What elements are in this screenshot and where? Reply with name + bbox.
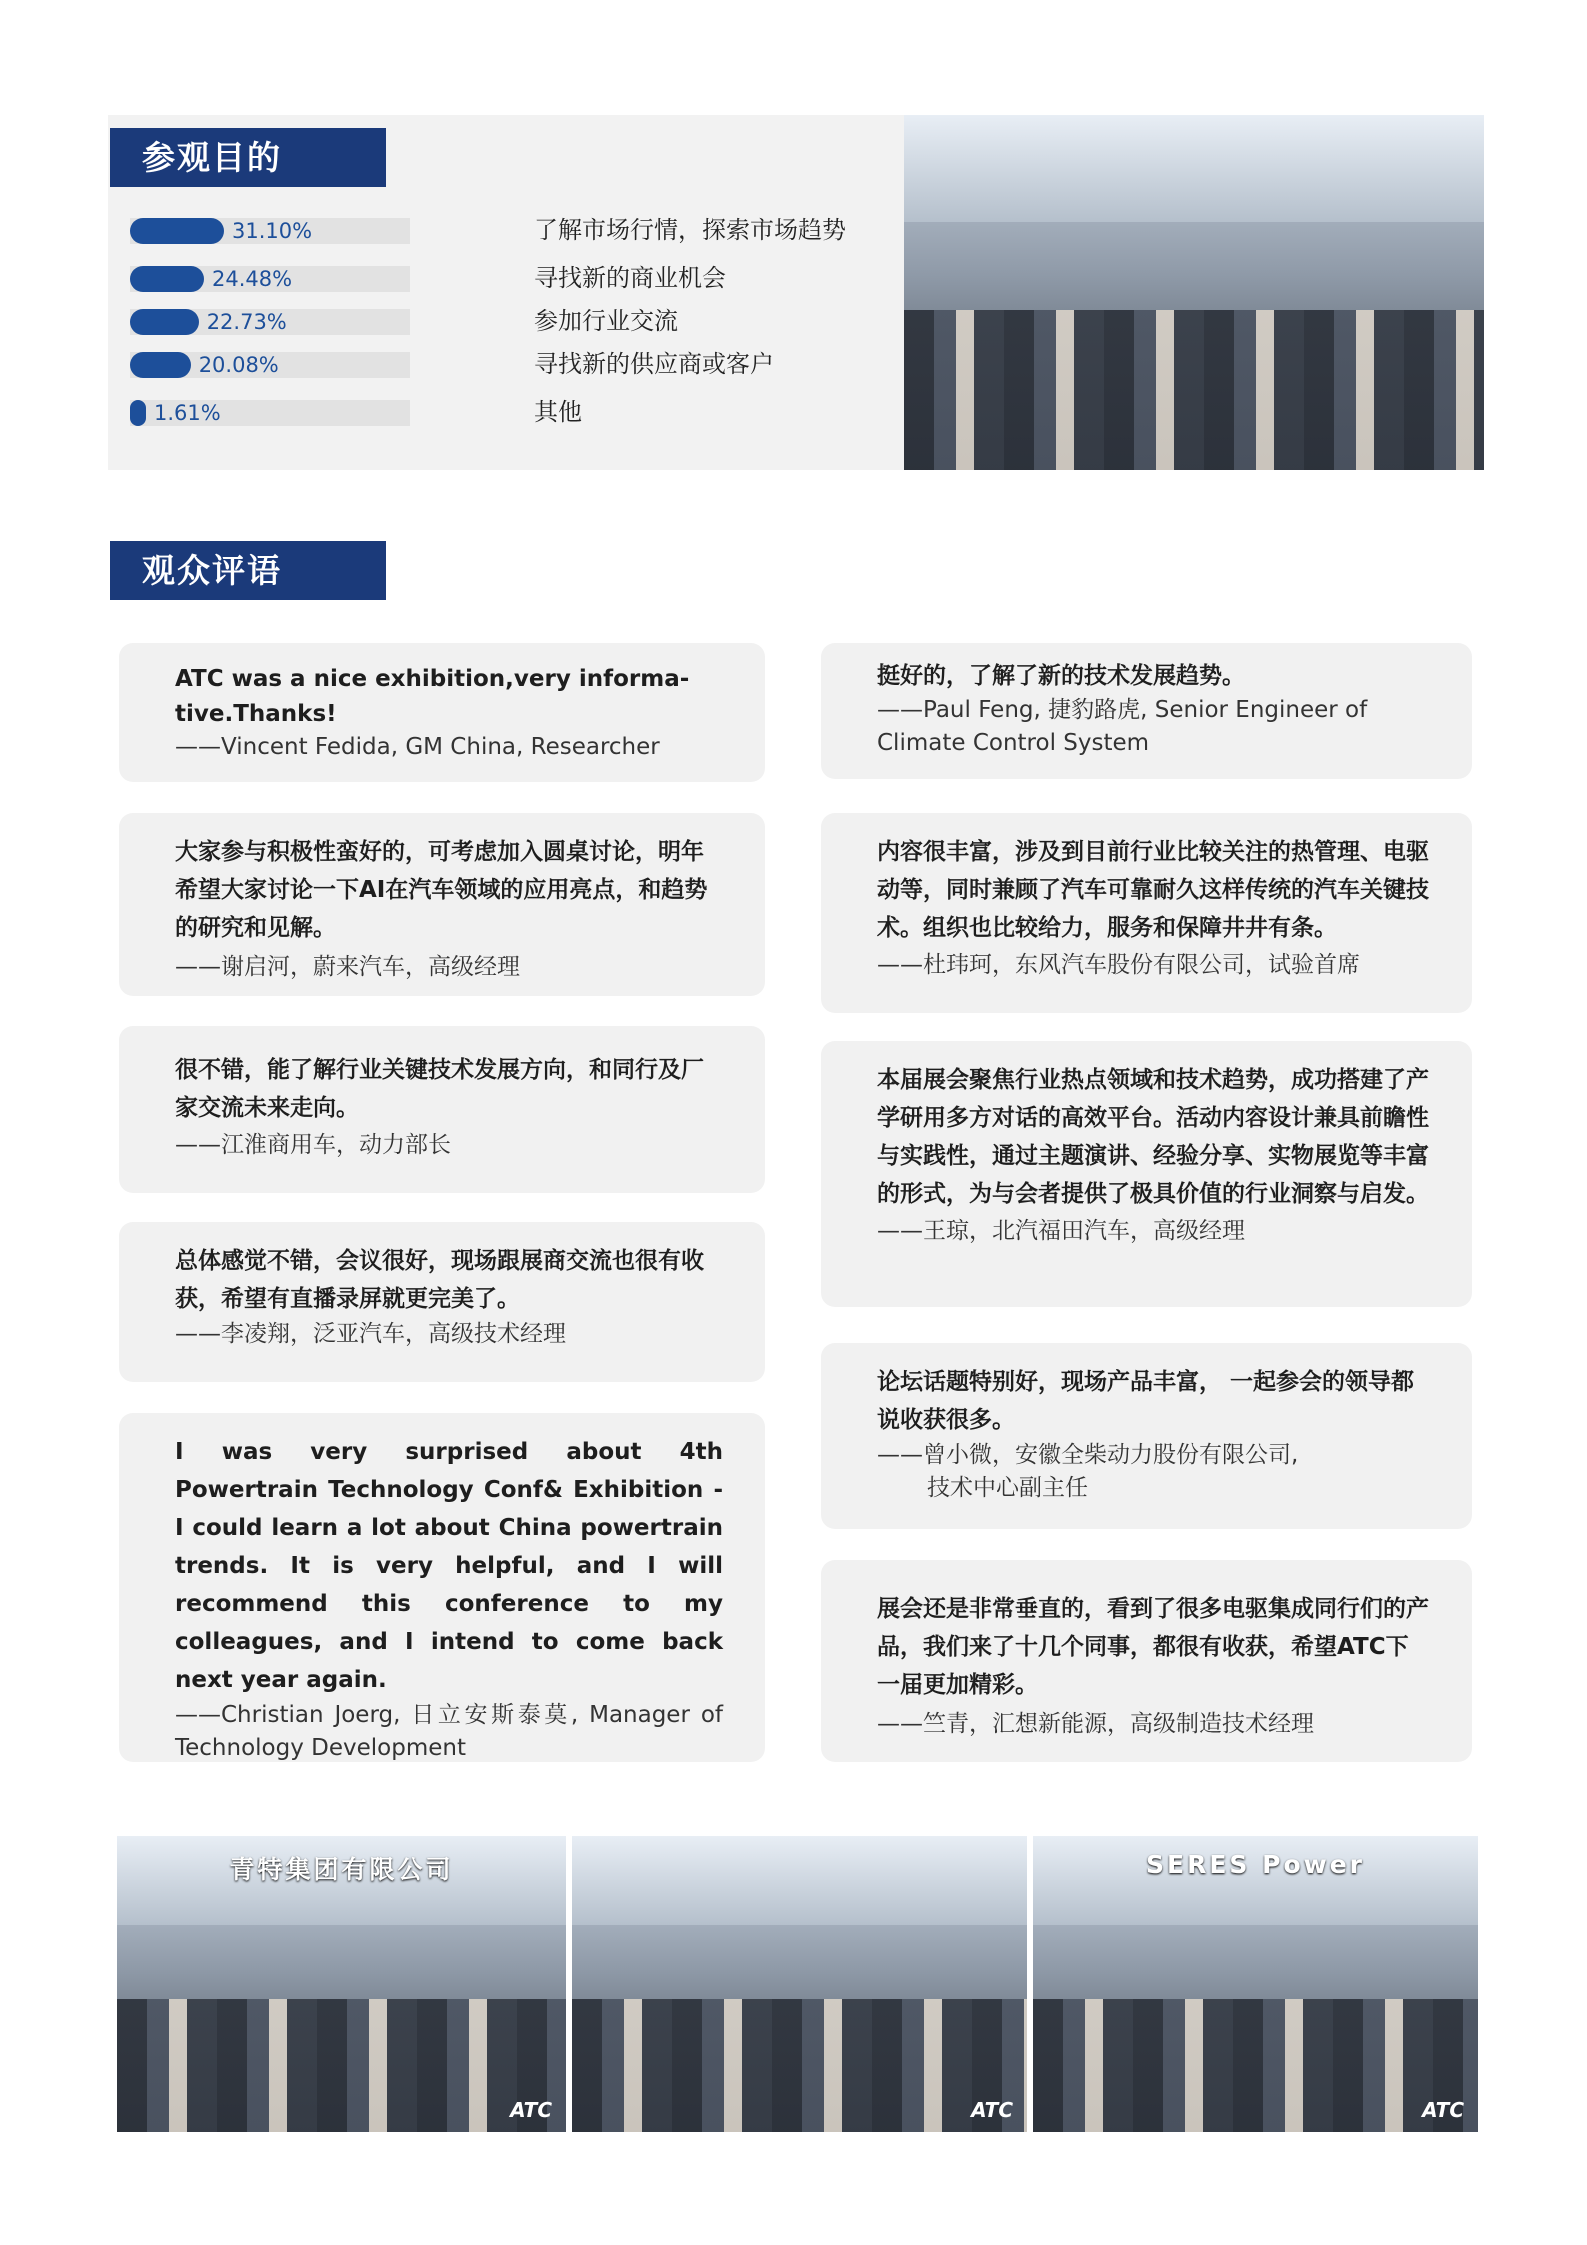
exhibit-photo	[117, 1836, 566, 2132]
review-quote: ATC was a nice exhibition,very informa-tive.Thanks!	[175, 666, 690, 727]
exhibit-photo	[572, 1836, 1027, 2132]
bar-fill	[130, 352, 191, 378]
purpose-bar-row	[130, 216, 846, 245]
bar-percent: 20.08%	[198, 353, 279, 377]
review-card	[821, 643, 1472, 779]
review-quote: 内容很丰富，涉及到目前行业比较关注的热管理、电驱动等，同时兼顾了汽车可靠耐久这样传统的汽车关键技术。组织也比较给力，服务和保障井井有条。	[877, 839, 1429, 941]
bar-label: 参加行业交流	[534, 307, 678, 335]
review-author: ——王琼，北汽福田汽车，高级经理	[877, 1218, 1245, 1244]
review-quote: 大家参与积极性蛮好的，可考虑加入圆桌讨论，明年希望大家讨论一下AI在汽车领域的应用亮点，和趋势的研究和见解。	[175, 839, 708, 941]
atc-logo: ATC	[1422, 2098, 1464, 2122]
review-quote: 挺好的，了解了新的技术发展趋势。	[877, 663, 1245, 689]
review-card	[119, 1026, 765, 1193]
bar-percent: 31.10%	[232, 219, 313, 243]
review-card	[821, 1560, 1472, 1762]
review-author: ——竺青，汇想新能源，高级制造技术经理	[877, 1711, 1314, 1737]
bar-percent: 22.73%	[206, 310, 287, 334]
visit-purpose-heading: 参观目的	[110, 128, 386, 187]
bar-percent: 24.48%	[211, 267, 293, 291]
bar-label: 寻找新的供应商或客户	[534, 350, 774, 378]
bar-label: 其他	[534, 398, 582, 426]
bar-fill	[130, 309, 199, 335]
review-card	[119, 643, 765, 782]
atc-logo: ATC	[971, 2098, 1013, 2122]
review-quote: 很不错，能了解行业关键技术发展方向，和同行及厂家交流未来走向。	[175, 1057, 704, 1121]
review-quote: I was very surprised about 4th Powertrain Technology Conf& Exhibition - I could learn a lot about China powertrain trends. It is very helpful, and I will recommend this conference to my colleagues, and I intend to come back next year again.	[175, 1439, 723, 1693]
review-author: ——Christian Joerg, 日立安斯泰莫, Manager of Technology Development	[175, 1702, 723, 1761]
crowd-photo	[904, 115, 1484, 470]
purpose-bar-row	[130, 265, 806, 293]
review-card	[119, 813, 765, 996]
review-quote: 总体感觉不错，会议很好，现场跟展商交流也很有收获，希望有直播录屏就更完美了。	[175, 1248, 704, 1312]
review-author: ——Vincent Fedida, GM China, Researcher	[175, 734, 660, 760]
exhibit-photo	[1033, 1836, 1478, 2132]
bar-fill	[130, 218, 224, 244]
review-card	[119, 1413, 765, 1762]
review-author: ——杜玮珂，东风汽车股份有限公司，试验首席	[877, 952, 1360, 978]
purpose-bar-row	[130, 351, 806, 379]
atc-logo: ATC	[510, 2098, 552, 2122]
bar-label: 寻找新的商业机会	[534, 264, 726, 292]
purpose-bar-row	[130, 399, 806, 427]
bar-label: 了解市场行情，探索市场趋势	[534, 216, 846, 244]
review-quote: 本届展会聚焦行业热点领域和技术趋势，成功搭建了产学研用多方对话的高效平台。活动内容设计兼具前瞻性与实践性，通过主题演讲、经验分享、实物展览等丰富的形式，为与会者提供了极具价值的行业洞察与启发。	[877, 1067, 1429, 1207]
review-quote: 论坛话题特别好，现场产品丰富， 一起参会的领导都说收获很多。	[877, 1369, 1415, 1433]
review-card	[821, 1041, 1472, 1307]
reviews-heading: 观众评语	[110, 541, 386, 600]
review-quote: 展会还是非常垂直的，看到了很多电驱集成同行们的产品，我们来了十几个同事，都很有收获，希望ATC下一届更加精彩。	[877, 1596, 1429, 1698]
review-author-title: 技术中心副主任	[927, 1475, 1088, 1501]
review-author: ——Paul Feng, 捷豹路虎, Senior Engineer of Climate Control System	[877, 697, 1368, 756]
review-author: ——江淮商用车，动力部长	[175, 1132, 451, 1158]
purpose-bar-row	[130, 308, 806, 336]
review-author: ——李凌翔，泛亚汽车，高级技术经理	[175, 1321, 566, 1347]
review-card	[821, 1343, 1472, 1529]
review-card	[821, 813, 1472, 1013]
booth-sign-text: 青特集团有限公司	[229, 1855, 454, 1884]
review-author: ——谢启河，蔚来汽车，高级经理	[175, 954, 520, 980]
bar-percent: 1.61%	[154, 401, 221, 425]
review-author: ——曾小微，安徽全柴动力股份有限公司,	[877, 1442, 1299, 1468]
bar-fill	[130, 266, 204, 292]
bar-fill	[130, 400, 146, 426]
review-card	[119, 1222, 765, 1382]
booth-sign-text: SERES Power	[1146, 1850, 1365, 1879]
